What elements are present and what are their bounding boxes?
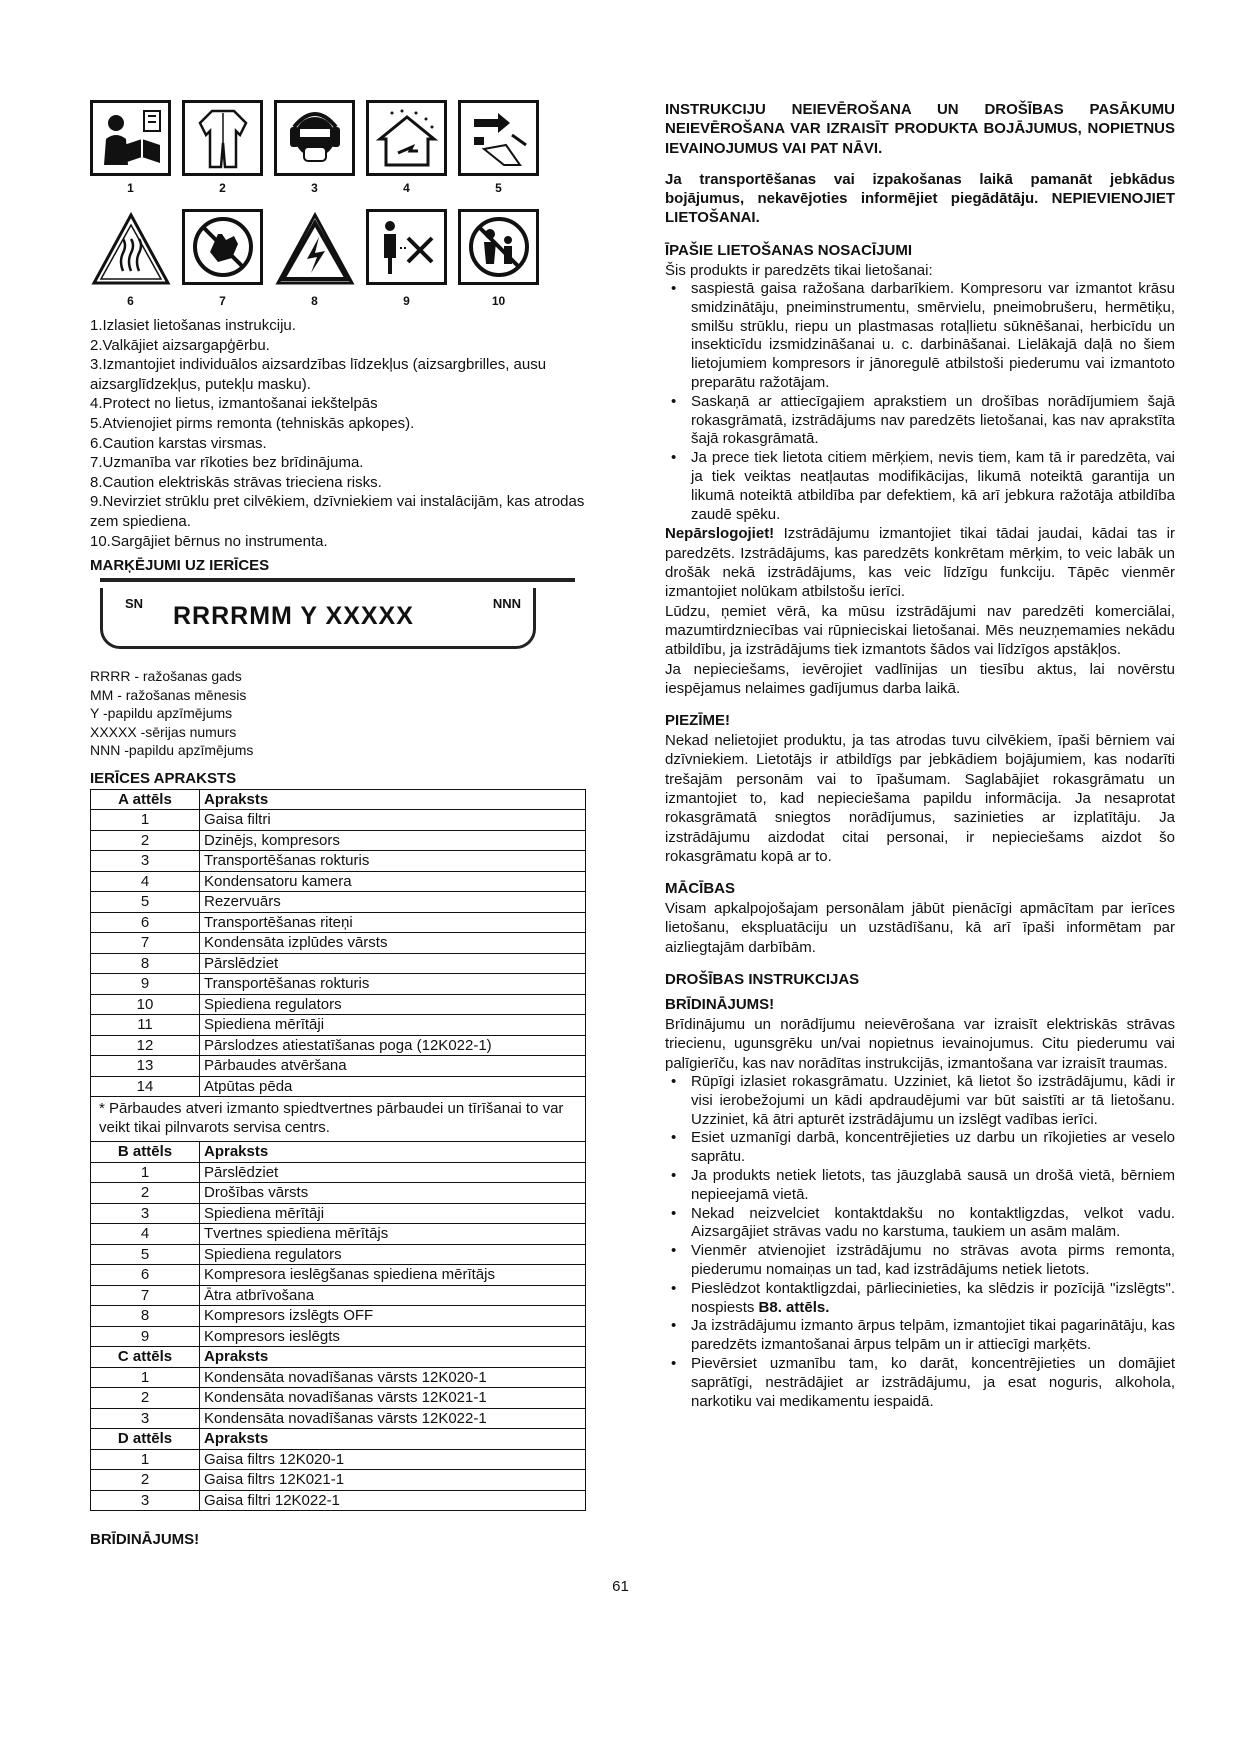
table-cell-number: C attēls [91, 1347, 200, 1368]
table-cell-number: 7 [91, 933, 200, 954]
table-cell-description: Transportēšanas rokturis [200, 851, 586, 872]
table-cell-number: 2 [91, 1470, 200, 1491]
table-cell-number: 13 [91, 1056, 200, 1077]
symbol-number: 8 [311, 294, 318, 308]
table-cell-description: Apraksts [200, 1142, 586, 1163]
table-cell-number: 8 [91, 1306, 200, 1327]
table-cell-description: Gaisa filtrs 12K021-1 [200, 1470, 586, 1491]
symbol-number: 9 [403, 294, 410, 308]
table-cell-description: Dzinējs, kompresors [200, 830, 586, 851]
table-cell-number: 8 [91, 953, 200, 974]
description-heading: IERĪCES APRAKSTS [90, 769, 237, 787]
keep-children-away-icon [458, 209, 539, 285]
legend-item: 3.Izmantojiet individuālos aizsardzības līdzekļus (aizsargbrilles, ausu aizsarglīdzekļus, putekļu masku). [90, 356, 547, 393]
list-item: • Ja prece tiek lietota citiem mērķiem, nevis tiem, kam tā ir paredzēta, vai ja tiek veiktas neatļautas modifikācijas, likumā noteiktā garantija un likumā noteiktā atbildība par defektiem, kā arī jebkura ražotāja atbildība zaudē spēku. [665, 449, 1175, 524]
table-cell-number: B attēls [91, 1142, 200, 1163]
table-cell-number: 6 [91, 1265, 200, 1286]
table-cell-description: Gaisa filtri 12K022-1 [200, 1490, 586, 1511]
table-cell-description: Spiediena mērītāji [200, 1203, 586, 1224]
table-cell-description: Apraksts [200, 1429, 586, 1450]
markings-key-item: NNN -papildu apzīmējums [90, 742, 254, 759]
table-cell-number: 12 [91, 1035, 200, 1056]
training-heading: MĀCĪBAS [665, 880, 735, 898]
plate-top-line [100, 578, 575, 582]
read-manual-icon [90, 100, 171, 176]
plug-bold: B8. attēls. [758, 1298, 830, 1316]
legend-item: 8.Caution elektriskās strāvas trieciena risks. [90, 473, 382, 491]
hot-surface-icon [90, 209, 171, 289]
table-cell-description: Pārslēdziet [200, 953, 586, 974]
list-item: • Esiet uzmanīgi darbā, koncentrējieties uz darbu un rīkojieties ar veselo saprātu. [665, 1129, 1175, 1167]
table-row [91, 1183, 586, 1204]
left-warning-heading: BRĪDINĀJUMS! [90, 1531, 200, 1549]
table-row [91, 1367, 586, 1388]
table-cell-number: 4 [91, 871, 200, 892]
overload-bold: Nepārslogojiet! [665, 525, 775, 543]
left-column [90, 100, 586, 1552]
table-cell-description: Apraksts [200, 1347, 586, 1368]
right-column [665, 100, 1175, 1411]
table-row [91, 912, 586, 933]
table-cell-number: 2 [91, 830, 200, 851]
markings-heading: MARĶĒJUMI UZ IERĪCES [90, 557, 270, 575]
list-item: • saspiestā gaisa ražošana darbarīkiem. Kompresoru var izmantot krāsu smidzinātāju, pneiminstrumentu, smērvielu, pneimobrušeru, hermētiķu, smilšu strūklu, riepu un plastmasas rotaļlietu sūknēšanai, herbicīdu un insekticīdu izsmidzināšanai u. c. darbināšanai. Lielākajā daļā no šiem lietojumiem kompresors ir jānoregulē atbilstoši piederumu vai izmantoto preparātu ražotājam. [665, 280, 1175, 393]
no-air-at-people-icon [366, 209, 447, 285]
table-cell-number: 7 [91, 1285, 200, 1306]
table-cell-description: Gaisa filtrs 12K020-1 [200, 1449, 586, 1470]
safety-heading: DROŠĪBAS INSTRUKCIJAS [665, 971, 860, 989]
plate-code: RRRRMM Y XXXXX [173, 602, 414, 631]
list-item: • Ja izstrādājumu izmanto ārpus telpām, izmantojiet tikai pagarinātāju, kas paredzēts izmantošanai ārpus telpām un ir attiecīgi marķēts. [665, 1317, 1175, 1355]
symbol-legend [90, 316, 586, 551]
symbol-number: 10 [491, 294, 506, 308]
table-cell-number: 1 [91, 810, 200, 831]
table-row [91, 1056, 586, 1077]
symbols-numbers-2 [90, 294, 586, 308]
table-row [91, 1162, 586, 1183]
legend-item: 5.Atvienojiet pirms remonta (tehniskās apkopes). [90, 414, 415, 432]
transport-warning: Ja transportēšanas vai izpakošanas laikā pamanāt jebkādus bojājumus, nekavējoties informējiet piegādātāju. NEPIEVIENOJIET LIETOŠANAI. [665, 170, 1175, 227]
table-header-row [91, 1429, 586, 1450]
table-cell-description: Pārbaudes atvēršana [200, 1056, 586, 1077]
note-paragraph: Nekad nelietojiet produktu, ja tas atrodas tuvu cilvēkiem, īpaši bērniem vai dzīvniekiem. Lietotājs ir atbildīgs par jebkādiem bojājumiem, kas nodarīti trešajām personām vai to īpašumam. Saglabājiet rokasgrāmatu un izmantojiet to, kad nepieciešama papildu informācija. Ja nesaprotat rokasgrāmatā sniegtos norādījumus, sazinieties ar izplatītāju. Ja izstrādājumu aizdodat citai personai, ir nepieciešams aizdot šo rokasgrāmatu kopā ar to. [665, 732, 1175, 865]
table-cell-description: Spiediena regulators [200, 994, 586, 1015]
table-row [91, 933, 586, 954]
table-row [91, 1035, 586, 1056]
legend-item: 10.Sargājiet bērnus no instrumenta. [90, 532, 328, 550]
table-cell-number: 10 [91, 994, 200, 1015]
table-cell-number: D attēls [91, 1429, 200, 1450]
table-row [91, 1490, 586, 1511]
special-heading: ĪPAŠIE LIETOŠANAS NOSACĪJUMI [665, 241, 912, 259]
overload-paragraph [665, 524, 1175, 601]
table-row [91, 1244, 586, 1265]
table-cell-number: 4 [91, 1224, 200, 1245]
symbol-number: 2 [219, 181, 226, 195]
table-cell-description: Drošības vārsts [200, 1183, 586, 1204]
training-paragraph: Visam apkalpojošajam personālam jābūt pienācīgi apmācītam par ierīces lietošanu, ekspluatāciju un uzstādīšanu, kā arī īpaši informētam par aizliegtajām darbībām. [665, 900, 1175, 956]
symbol-number: 6 [127, 294, 134, 308]
list-item: • Pievērsiet uzmanību tam, ko darāt, koncentrējieties un domājiet saprātīgi, nestrādājiet ar izstrādājumu, ja esat noguris, alkohola, narkotiku vai medikamentu iespaidā. [665, 1355, 1175, 1411]
table-row [91, 1306, 586, 1327]
auto-start-icon [182, 209, 263, 285]
table-cell-description: Kondensāta izplūdes vārsts [200, 933, 586, 954]
table-row [91, 1388, 586, 1409]
protective-clothing-icon [182, 100, 263, 176]
table-cell-description: Tvertnes spiediena mērītājs [200, 1224, 586, 1245]
legend-item: 1.Izlasiet lietošanas instrukciju. [90, 317, 296, 334]
indoor-use-icon [366, 100, 447, 176]
plate-sn: SN [125, 596, 144, 612]
list-item: • Vienmēr atvienojiet izstrādājumu no strāvas avota pirms remonta, piederumu nomaiņas un tad, kad izstrādājums netiek lietots. [665, 1242, 1175, 1280]
markings-key-item: Y -papildu apzīmējums [90, 705, 233, 722]
plug-text: Pieslēdzot kontaktligzdai, pārliecinieties, ka slēdzis ir pozīcijā "izslēgts". nospiests [691, 1279, 1175, 1316]
safety-list [665, 1073, 1175, 1411]
warning-heading: BRĪDINĀJUMS! [665, 996, 775, 1014]
table-row [91, 871, 586, 892]
special-list [665, 280, 1175, 524]
table-cell-description: Pārslēdziet [200, 1162, 586, 1183]
table-cell-description: Kompresors izslēgts OFF [200, 1306, 586, 1327]
table-header-row [91, 789, 586, 810]
table-cell-description: Ātra atbrīvošana [200, 1285, 586, 1306]
table-cell-number: 9 [91, 1326, 200, 1347]
table-row [91, 1076, 586, 1097]
list-item: • Saskaņā ar attiecīgajiem aprakstiem un drošības norādījumiem šajā rokasgrāmatā, izstrādājums nav paredzēts lietošanai, kas nav aprakstīta šajā rokasgrāmatā. [665, 393, 1175, 449]
legend-item: 4.Protect no lietus, izmantošanai iekštelpās [90, 395, 378, 413]
markings-key-item: RRRR - ražošanas gads [90, 668, 242, 685]
table-header-row [91, 1347, 586, 1368]
table-cell-description: Transportēšanas rokturis [200, 974, 586, 995]
table-row [91, 1408, 586, 1429]
plate-nnn: NNN [492, 596, 521, 612]
symbol-number: 7 [219, 294, 226, 308]
list-item [665, 1280, 1175, 1318]
electric-shock-icon [274, 209, 355, 289]
table-row [91, 892, 586, 913]
table-cell-description: Spiediena mērītāji [200, 1015, 586, 1036]
table-cell-description: Kondensāta novadīšanas vārsts 12K022-1 [200, 1408, 586, 1429]
table-cell-number: A attēls [91, 789, 200, 810]
table-cell-number: 9 [91, 974, 200, 995]
table-cell-number: 11 [91, 1015, 200, 1036]
serial-plate [100, 588, 536, 649]
table-row [91, 1285, 586, 1306]
warning-paragraph: Brīdinājumu un norādījumu neievērošana var izraisīt elektriskās strāvas triecienu, ugunsgrēku un/vai nopietnus ievainojumus. Citu piederumu vai palīgierīču, kas nav norādītas instrukcijās, izmantošana var izraisīt traumas. [665, 1016, 1175, 1072]
special-intro: Šis produkts ir paredzēts tikai lietošanai: [665, 261, 933, 279]
table-cell-number: 14 [91, 1076, 200, 1097]
table-cell-description: Kondensāta novadīšanas vārsts 12K021-1 [200, 1388, 586, 1409]
protective-gear-icon [274, 100, 355, 176]
legend-item: 6.Caution karstas virsmas. [90, 434, 267, 452]
symbol-number: 1 [127, 181, 134, 195]
legend-item: 7.Uzmanība var rīkoties bez brīdinājuma. [90, 454, 364, 472]
symbol-number: 4 [403, 181, 410, 195]
table-cell-description: Atpūtas pēda [200, 1076, 586, 1097]
table-row [91, 1203, 586, 1224]
table-row [91, 1326, 586, 1347]
table-cell-description: Rezervuārs [200, 892, 586, 913]
overload-text: Izstrādājumu izmantojiet tikai tādai jaudai, kādai tas ir paredzēts. Izstrādājums, kas paredzēts konkrētam mērķim, to veic labāk un drošāk nekā izstrādājums, kas veic līdzīgu funkciju. Tāpēc vienmēr izmantojiet nolūkam atbilstošu ierīci. [665, 525, 1175, 601]
table-note-row [91, 1097, 586, 1142]
table-cell-number: 1 [91, 1162, 200, 1183]
table-row [91, 994, 586, 1015]
table-row [91, 830, 586, 851]
table-cell-number: 5 [91, 892, 200, 913]
table-row [91, 1015, 586, 1036]
page-number: 61 [612, 1578, 629, 1595]
legend-item: 2.Valkājiet aizsargapģērbu. [90, 336, 270, 354]
disconnect-icon [458, 100, 539, 176]
markings-key [90, 667, 586, 760]
table-cell-description: Spiediena regulators [200, 1244, 586, 1265]
list-item: • Rūpīgi izlasiet rokasgrāmatu. Uzziniet, kā lietot šo izstrādājumu, kādi ir visi ierobežojumi un kādi apdraudējumi var būt saistīti ar tā lietošanu. Uzziniet, kā ātri apturēt izstrādājumu un izslēgt vadības ierīci. [665, 1073, 1175, 1129]
guidelines-paragraph: Ja nepieciešams, ievērojiet vadlīnijas un tiesību aktus, lai novērstu iespējamus nelaimes gadījumus darba laikā. [665, 660, 1175, 697]
table-cell-number: 5 [91, 1244, 200, 1265]
table-cell-description: Kompresora ieslēgšanas spiediena mērītājs [200, 1265, 586, 1286]
table-row [91, 953, 586, 974]
table-cell-description: Kondensāta novadīšanas vārsts 12K020-1 [200, 1367, 586, 1388]
table-cell-description: Transportēšanas riteņi [200, 912, 586, 933]
table-row [91, 1224, 586, 1245]
table-row [91, 810, 586, 831]
table-cell-number: 3 [91, 851, 200, 872]
list-item: • Ja produkts netiek lietots, tas jāuzglabā sausā un drošā vietā, bērniem nepieejamā vietā. [665, 1167, 1175, 1205]
table-note: * Pārbaudes atveri izmanto spiedtvertnes pārbaudei un tīrīšanai to var veikt tikai pilnvarots servisa centrs. [91, 1097, 586, 1142]
table-cell-description: Kompresors ieslēgts [200, 1326, 586, 1347]
table-cell-number: 1 [91, 1449, 200, 1470]
table-cell-number: 1 [91, 1367, 200, 1388]
symbols-row-1 [90, 100, 586, 176]
symbols-numbers-1 [90, 181, 586, 195]
table-cell-number: 3 [91, 1408, 200, 1429]
table-row [91, 1449, 586, 1470]
commercial-paragraph: Lūdzu, ņemiet vērā, ka mūsu izstrādājumi nav paredzēti komerciālai, mazumtirdzniecības vai rūpnieciskai lietošanai. Mēs neuzņemamies nekādu atbildību, ja izstrādājums tiek izmantots šādos vai līdzīgos apstākļos. [665, 602, 1175, 659]
symbols-row-2 [90, 209, 586, 289]
table-row [91, 1265, 586, 1286]
table-cell-description: Gaisa filtri [200, 810, 586, 831]
markings-key-item: MM - ražošanas mēnesis [90, 686, 247, 703]
table-row [91, 974, 586, 995]
symbol-number: 5 [495, 181, 502, 195]
note-heading: PIEZĪME! [665, 712, 731, 730]
table-row [91, 851, 586, 872]
intro-warning: INSTRUKCIJU NEIEVĒROŠANA UN DROŠĪBAS PASĀKUMU NEIEVĒROŠANA VAR IZRAISĪT PRODUKTA BOJĀJUMUS, NOPIETNUS IEVAINOJUMUS VAI PAT NĀVI. [665, 101, 1175, 157]
table-cell-number: 6 [91, 912, 200, 933]
table-cell-description: Kondensatoru kamera [200, 871, 586, 892]
list-item: • Nekad neizvelciet kontaktdakšu no kontaktligzdas, velkot vadu. Aizsargājiet strāvas vadu no karstuma, taukiem un asām malām. [665, 1205, 1175, 1243]
table-cell-description: Pārslodzes atiestatīšanas poga (12K022-1) [200, 1035, 586, 1056]
table-header-row [91, 1142, 586, 1163]
table-cell-number: 3 [91, 1490, 200, 1511]
legend-item: 9.Nevirziet strūklu pret cilvēkiem, dzīvniekiem vai instalācijām, kas atrodas zem spiediena. [90, 493, 585, 530]
table-cell-number: 2 [91, 1388, 200, 1409]
table-cell-number: 2 [91, 1183, 200, 1204]
symbol-number: 3 [311, 181, 318, 195]
markings-key-item: XXXXX -sērijas numurs [90, 723, 237, 740]
table-row [91, 1470, 586, 1491]
table-cell-number: 3 [91, 1203, 200, 1224]
table-cell-description: Apraksts [200, 789, 586, 810]
description-table [90, 789, 586, 1512]
